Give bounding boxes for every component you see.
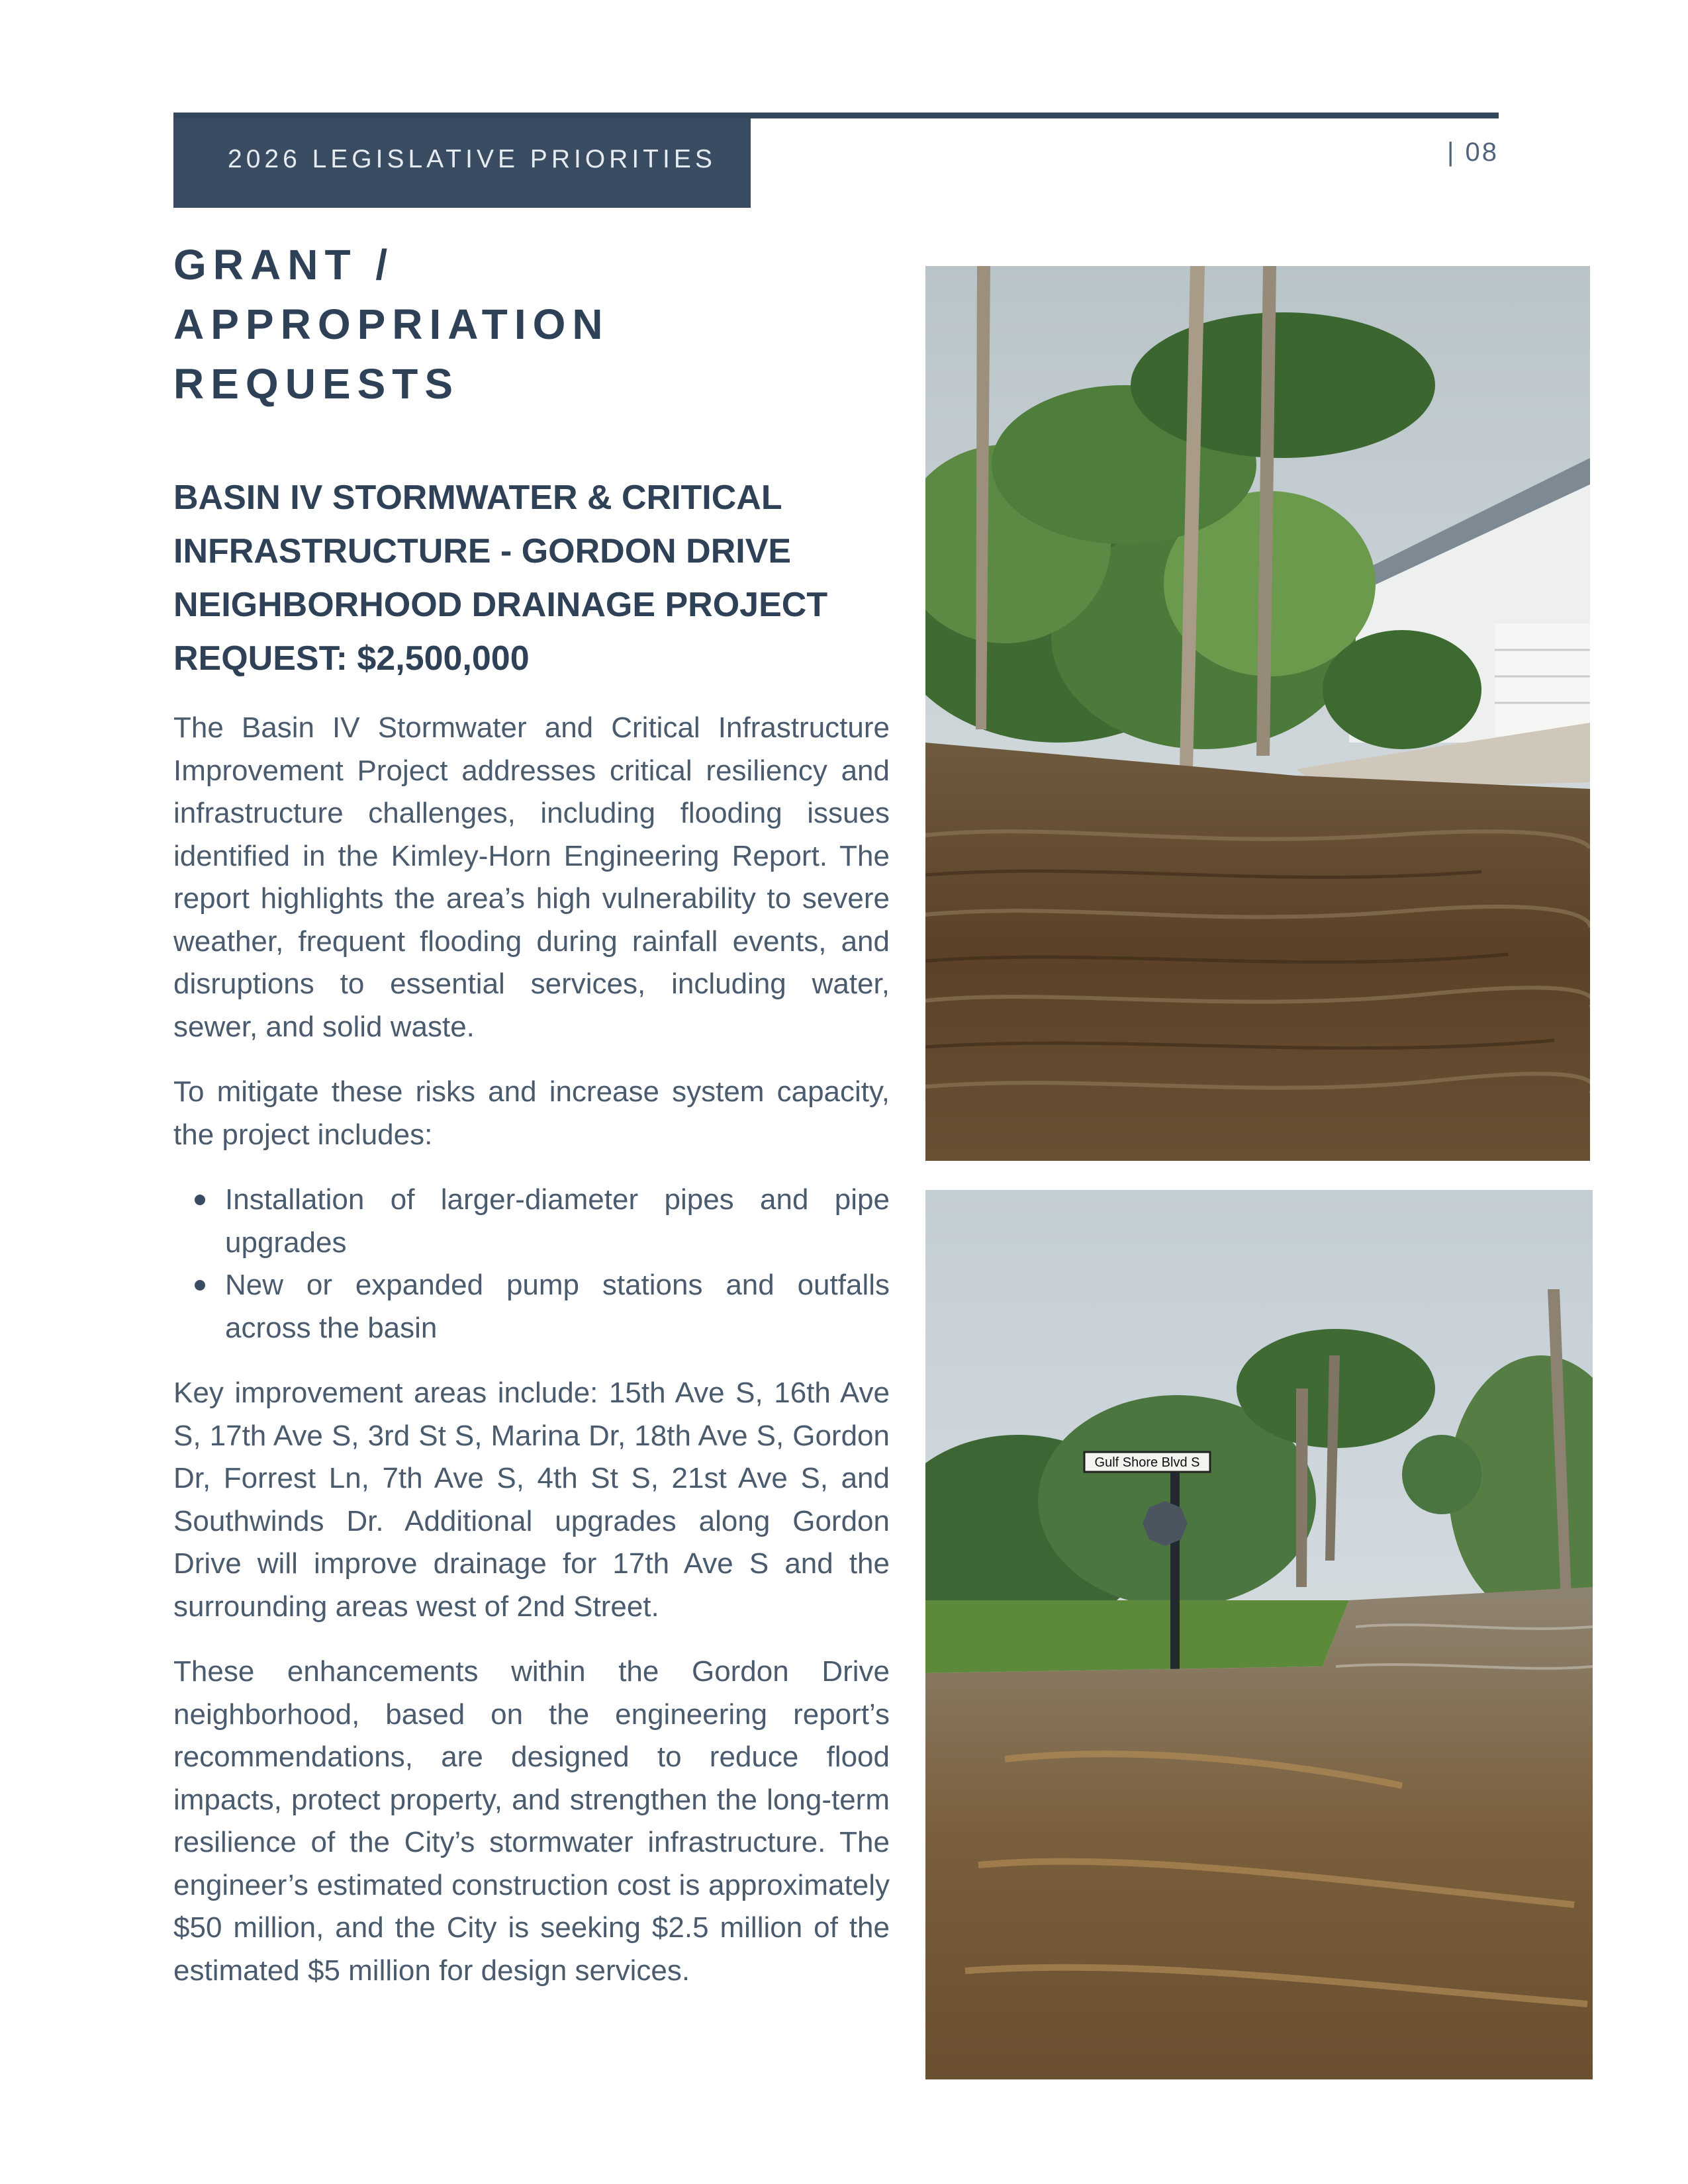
body-copy: [173, 707, 890, 2015]
project-request-amount: REQUEST: $2,500,000: [173, 639, 530, 678]
section-title-line: REQUESTS: [173, 360, 460, 408]
list-item: [225, 1264, 890, 1349]
flooded-street-photo: [925, 1190, 1593, 2079]
project-heading: [173, 471, 902, 686]
key-areas-paragraph: Key improvement areas include: 15th Ave S, 16th Ave S, 17th Ave S, 3rd St S, Marina Dr, 18th Ave S, Gordon Dr, Forrest Ln, 7th Ave S, 4th St S, 21st Ave S, and Southwinds Dr. Additional upgrades along Gordon Drive will improve drainage for 17th Ave S and the surrounding areas west of 2nd Street.: [173, 1377, 890, 1623]
conclusion-paragraph: These enhancements within the Gordon Drive neighborhood, based on the engineering report’s recommendations, are designed to reduce flood impacts, protect property, and strengthen the long-term resilience of the City’s stormwater infrastructure. The engineer’s estimated construction cost is approximately $50 million, and the City is seeking $2.5 million of the estimated $5 million for design services.: [173, 1655, 890, 1987]
flooded-driveway-photo: [925, 266, 1590, 1161]
header-tab-label: 2026 LEGISLATIVE PRIORITIES: [228, 145, 716, 173]
intro-paragraph: The Basin IV Stormwater and Critical Infrastructure Improvement Project addresses critical resiliency and infrastructure challenges, including flooding issues identified in the Kimley-Horn Engineering Report. The report highlights the area’s high vulnerability to severe weather, frequent flooding during rainfall events, and disruptions to essential services, including water, sewer, and solid waste.: [173, 711, 890, 1043]
project-heading-line: BASIN IV STORMWATER & CRITICAL: [173, 478, 782, 517]
header-tab: [173, 118, 751, 208]
list-item-text: New or expanded pump stations and outfalls across the basin: [225, 1269, 890, 1344]
mitigation-paragraph: To mitigate these risks and increase system capacity, the project includes:: [173, 1075, 890, 1151]
project-heading-line: NEIGHBORHOOD DRAINAGE PROJECT: [173, 586, 828, 624]
bullet-icon: [195, 1195, 205, 1205]
street-sign-text: Gulf Shore Blvd S: [1094, 1455, 1200, 1470]
list-item: [225, 1179, 890, 1264]
header-rule: [173, 113, 1499, 118]
section-title: [173, 235, 769, 414]
project-heading-line: INFRASTRUCTURE - GORDON DRIVE: [173, 532, 792, 570]
page-number: | 08: [1447, 138, 1499, 167]
project-components-list: [173, 1179, 890, 1349]
list-item-text: Installation of larger-diameter pipes and pipe upgrades: [225, 1183, 890, 1259]
bullet-icon: [195, 1280, 205, 1291]
section-title-line: GRANT /: [173, 241, 395, 289]
section-title-line: APPROPRIATION: [173, 300, 610, 348]
